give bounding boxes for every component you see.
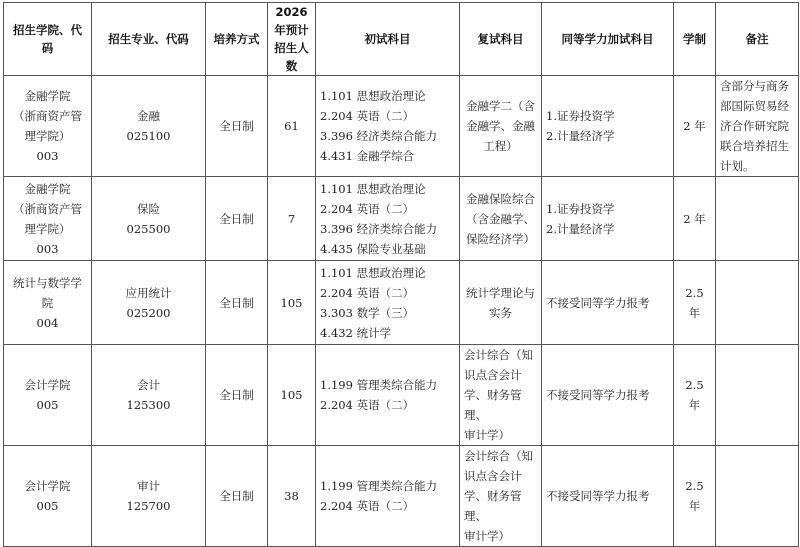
header-major: 招生专业、代码 <box>92 3 206 76</box>
remarks-cell: 含部分与商务 部国际贸易经 济合作研究院 联合培养招生 计划。 <box>716 76 799 177</box>
equivalent-subjects-cell: 不接受同等学力报考 <box>542 446 674 547</box>
retest-subjects-cell: 金融学二（含 金融学、金融 工程） <box>460 76 542 177</box>
major-cell: 金融 025100 <box>92 76 206 177</box>
major-cell: 会计 125300 <box>92 345 206 446</box>
equivalent-subjects-cell: 不接受同等学力报考 <box>542 345 674 446</box>
table-row <box>4 345 799 446</box>
remarks-cell <box>716 446 799 547</box>
header-retest-subjects: 复试科目 <box>460 3 542 76</box>
admissions-table <box>3 2 799 547</box>
college-cell: 金融学院 （浙商资产管 理学院） 003 <box>4 177 92 261</box>
equivalent-subjects-cell: 不接受同等学力报考 <box>542 261 674 345</box>
initial-subjects-cell: 1.101 思想政治理论 2.204 英语（二） 3.396 经济类综合能力 4.431 金融学综合 <box>316 76 460 177</box>
mode-cell: 全日制 <box>206 177 268 261</box>
equivalent-subjects-cell: 1.证券投资学 2.计量经济学 <box>542 76 674 177</box>
duration-cell: 2.5 年 <box>674 345 716 446</box>
quota-cell: 38 <box>268 446 316 547</box>
remarks-cell <box>716 345 799 446</box>
retest-subjects-cell: 统计学理论与 实务 <box>460 261 542 345</box>
header-remarks: 备注 <box>716 3 799 76</box>
college-cell: 金融学院 （浙商资产管 理学院） 003 <box>4 76 92 177</box>
college-cell: 统计与数学学 院 004 <box>4 261 92 345</box>
header-initial-subjects: 初试科目 <box>316 3 460 76</box>
duration-cell: 2 年 <box>674 76 716 177</box>
college-cell: 会计学院 005 <box>4 446 92 547</box>
mode-cell: 全日制 <box>206 261 268 345</box>
table-row <box>4 177 799 261</box>
header-mode: 培养方式 <box>206 3 268 76</box>
major-cell: 保险 025500 <box>92 177 206 261</box>
major-cell: 审计 125700 <box>92 446 206 547</box>
major-cell: 应用统计 025200 <box>92 261 206 345</box>
initial-subjects-cell: 1.199 管理类综合能力 2.204 英语（二） <box>316 345 460 446</box>
table-row <box>4 446 799 547</box>
retest-subjects-cell: 会计综合（知 识点含会计 学、财务管理、 审计学） <box>460 345 542 446</box>
mode-cell: 全日制 <box>206 345 268 446</box>
header-duration: 学制 <box>674 3 716 76</box>
mode-cell: 全日制 <box>206 446 268 547</box>
duration-cell: 2 年 <box>674 177 716 261</box>
college-cell: 会计学院 005 <box>4 345 92 446</box>
table-header-row <box>4 3 799 76</box>
quota-cell: 105 <box>268 345 316 446</box>
initial-subjects-cell: 1.199 管理类综合能力 2.204 英语（二） <box>316 446 460 547</box>
initial-subjects-cell: 1.101 思想政治理论 2.204 英语（二） 3.396 经济类综合能力 4.435 保险专业基础 <box>316 177 460 261</box>
quota-cell: 105 <box>268 261 316 345</box>
header-equivalent-subjects: 同等学力加试科目 <box>542 3 674 76</box>
remarks-cell <box>716 177 799 261</box>
remarks-cell <box>716 261 799 345</box>
retest-subjects-cell: 金融保险综合 （含金融学、 保险经济学） <box>460 177 542 261</box>
equivalent-subjects-cell: 1.证券投资学 2.计量经济学 <box>542 177 674 261</box>
duration-cell: 2.5 年 <box>674 261 716 345</box>
quota-cell: 61 <box>268 76 316 177</box>
table-row <box>4 261 799 345</box>
header-quota: 2026年预计招生人数 <box>268 3 316 76</box>
mode-cell: 全日制 <box>206 76 268 177</box>
header-college: 招生学院、代码 <box>4 3 92 76</box>
table-row <box>4 76 799 177</box>
initial-subjects-cell: 1.101 思想政治理论 2.204 英语（二） 3.303 数学（三） 4.432 统计学 <box>316 261 460 345</box>
quota-cell: 7 <box>268 177 316 261</box>
duration-cell: 2.5 年 <box>674 446 716 547</box>
retest-subjects-cell: 会计综合（知 识点含会计 学、财务管理、 审计学） <box>460 446 542 547</box>
